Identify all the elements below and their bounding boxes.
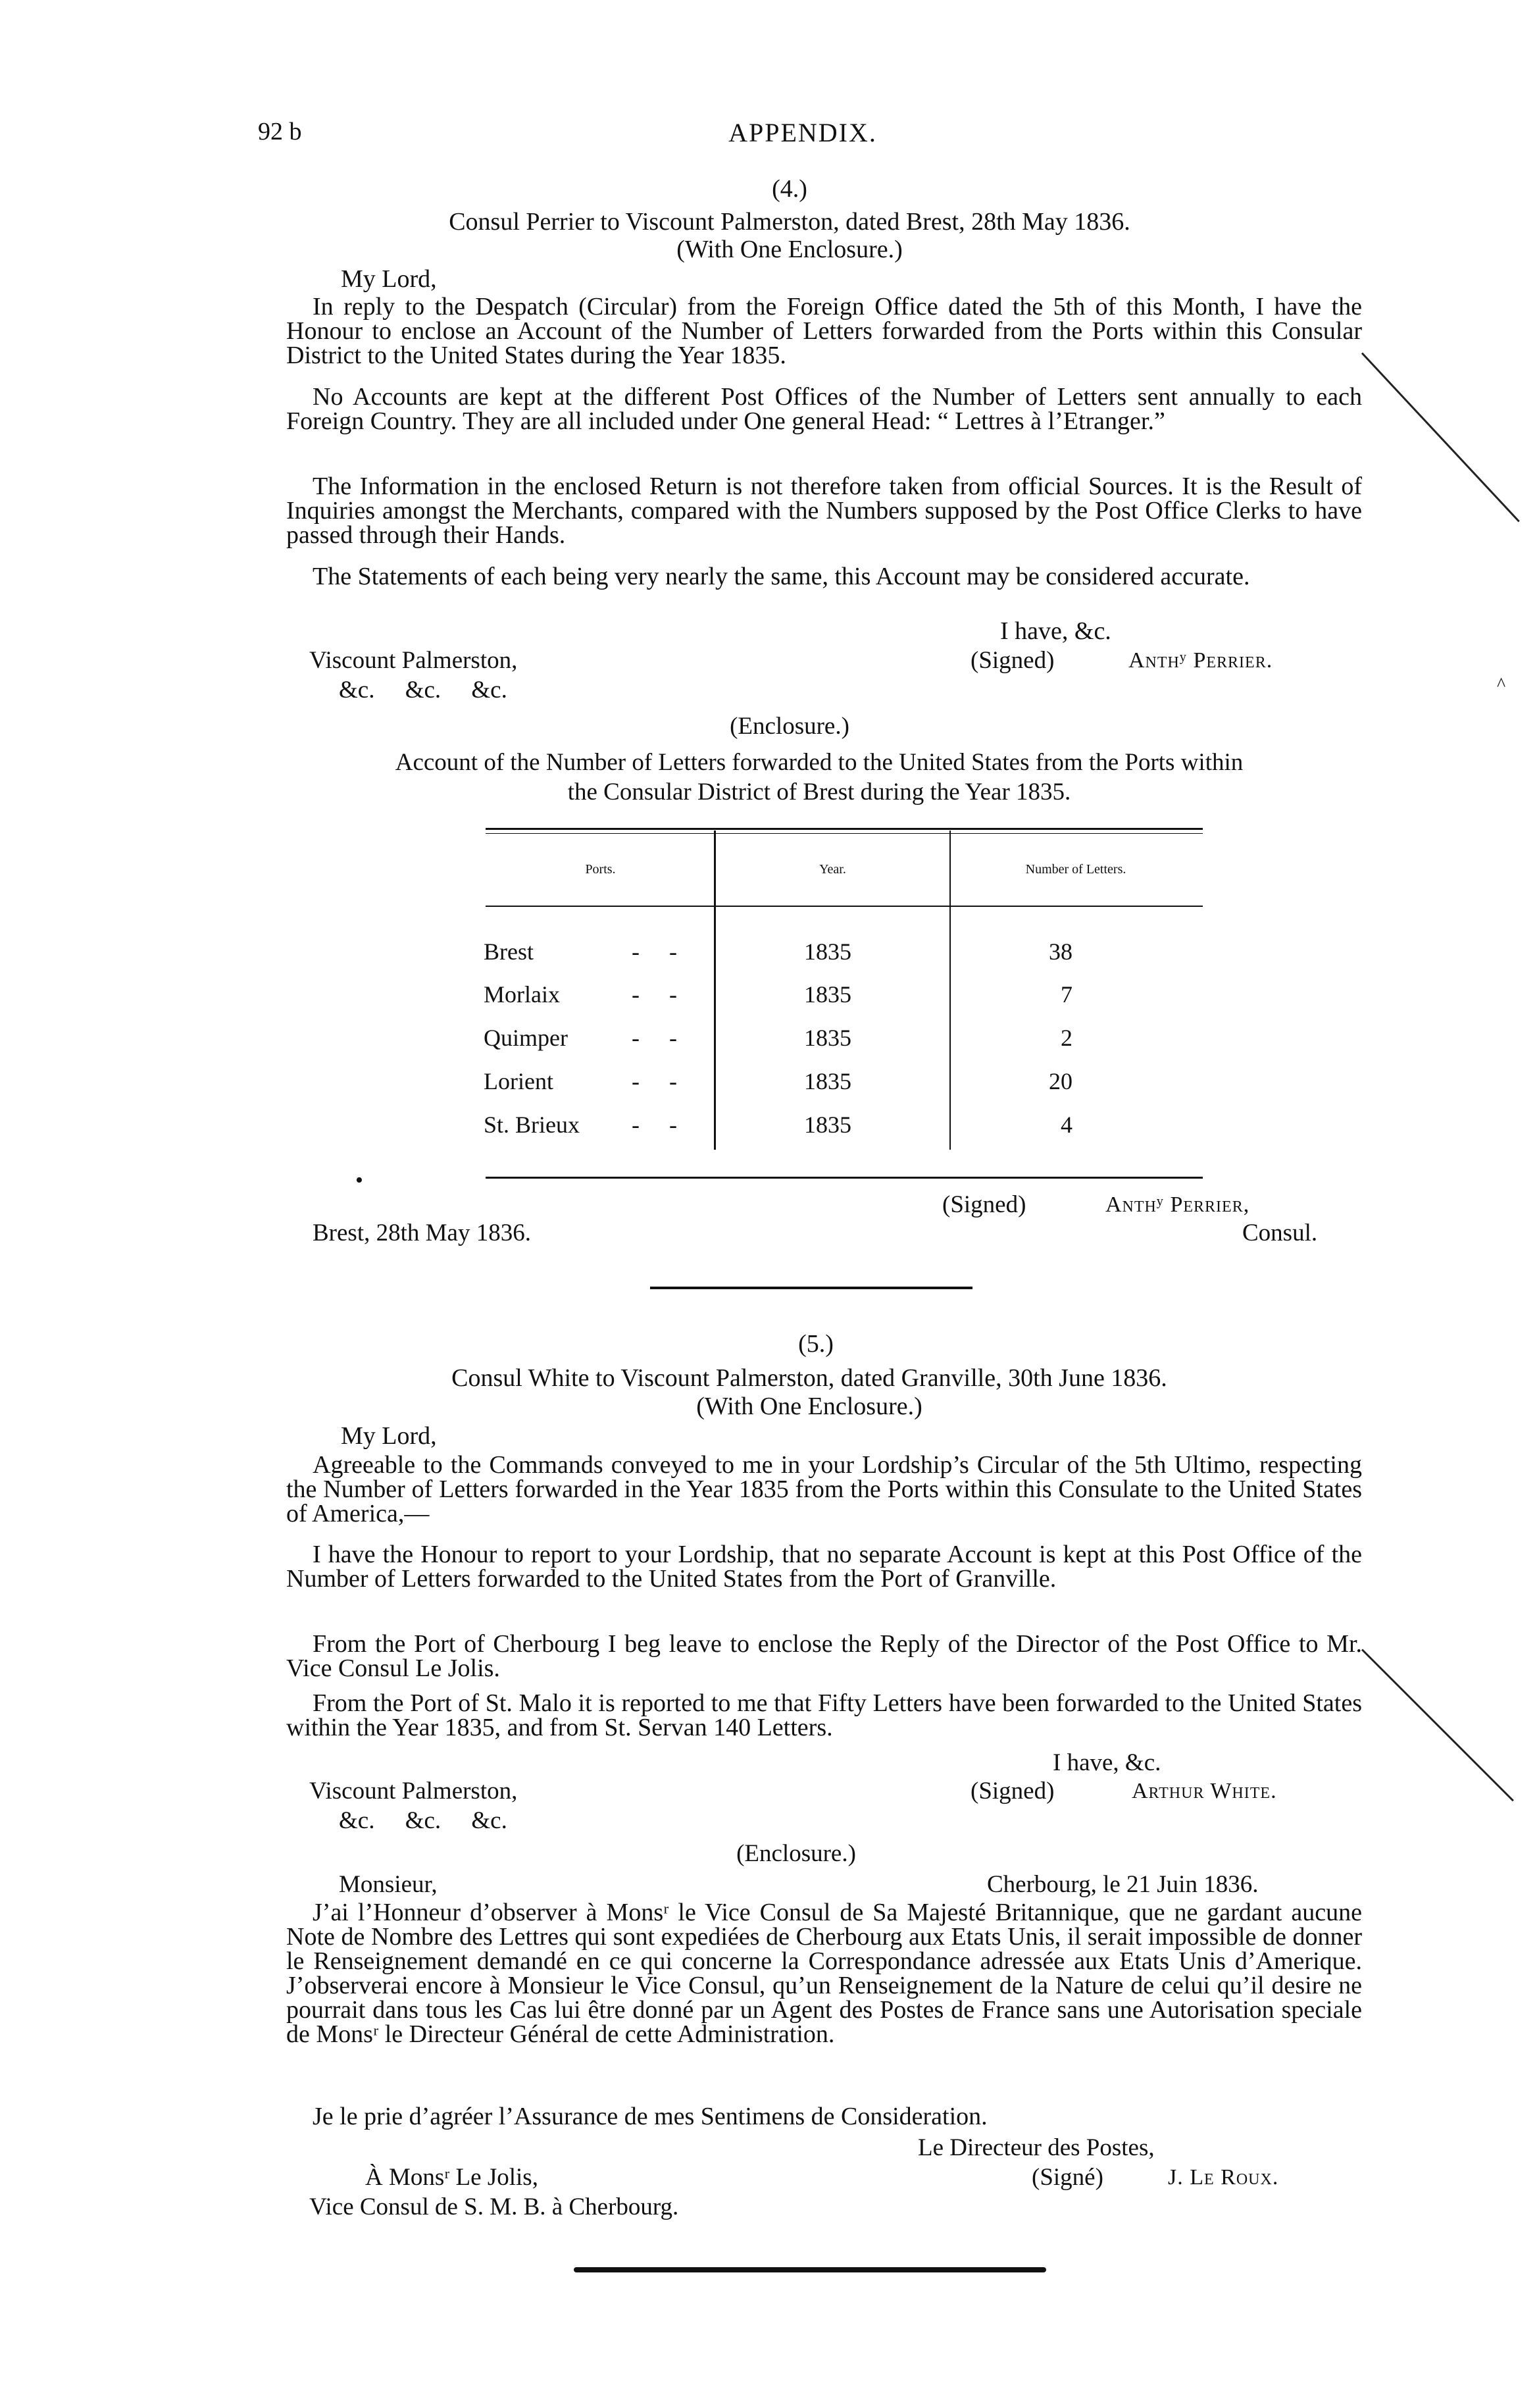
section-4-paragraph-3-text: The Information in the enclosed Return is not therefore taken from official Sources. It is the Result of Inquiries amongst the Merchants, compared with the Numbers supposed by the Post Office Clerks to have passed through their Hands. xyxy=(286,473,1362,549)
section-5-signer: Arthur White. xyxy=(1132,1779,1277,1803)
section-4-signed-label: (Signed) xyxy=(971,647,1055,674)
cell-port: Morlaix xyxy=(484,981,560,1008)
section-4-paragraph-2-text: No Accounts are kept at the different Post Offices of the Number of Letters sent annually to each Foreign Country. They are all included under One general Head: “ Lettres à l’Etranger.” xyxy=(286,383,1362,435)
enclosure-closing-title: Le Directeur des Postes, xyxy=(918,2134,1155,2161)
section-5-title: Consul White to Viscount Palmerston, dated Granville, 30th June 1836. xyxy=(451,1364,1167,1392)
cell-year: 1835 xyxy=(804,1068,851,1094)
cell-year: 1835 xyxy=(804,1025,851,1051)
cell-letters: 7 xyxy=(1061,981,1072,1008)
cell-port: Brest xyxy=(484,938,534,965)
section-4-closing: I have, &c. xyxy=(1000,617,1111,645)
column-header-ports: Ports. xyxy=(585,862,616,877)
section-5-subtitle: (With One Enclosure.) xyxy=(696,1393,922,1420)
section-5-paragraph-1-text: Agreeable to the Commands conveyed to me in your Lordship’s Circular of the 5th Ultimo, respecting the Number of Letters forwarded in the Year 1835 from the Ports within this Consulate to the United States of America,— xyxy=(286,1451,1362,1527)
table-bottom-rule xyxy=(486,1177,1203,1179)
cell-dashes: - - xyxy=(632,1025,677,1051)
enclosure-signe-label: (Signé) xyxy=(1032,2164,1103,2191)
cell-letters: 20 xyxy=(1049,1068,1072,1094)
section-4-paragraph-4-text: The Statements of each being very nearly the same, this Account may be considered accurate. xyxy=(313,563,1250,590)
page-number: 92 b xyxy=(258,118,302,145)
enclosure-paragraph-2 xyxy=(286,2105,1362,2131)
column-header-year: Year. xyxy=(819,862,846,877)
section-4-paragraph-2 xyxy=(286,385,1362,457)
section-5-signed-label: (Signed) xyxy=(971,1778,1055,1805)
section-4-signer: Anthʸ Perrier. xyxy=(1128,648,1273,673)
table-caption-line-1: Account of the Number of Letters forwarded to the United States from the Ports within xyxy=(395,749,1244,776)
enclosure-signer-title: Consul. xyxy=(1242,1219,1318,1246)
section-4-subtitle: (With One Enclosure.) xyxy=(676,236,903,263)
section-5-salutation: My Lord, xyxy=(341,1422,437,1450)
section-5-paragraph-4 xyxy=(286,1691,1362,1741)
cell-year: 1835 xyxy=(804,981,851,1008)
enclosure-addressee-title: Vice Consul de S. M. B. à Cherbourg. xyxy=(309,2193,679,2220)
table-top-rule-inner xyxy=(486,833,1203,834)
section-4-addressee: Viscount Palmerston, xyxy=(309,647,518,674)
cell-dashes: - - xyxy=(632,981,677,1008)
enclosure-place-date: Brest, 28th May 1836. xyxy=(313,1219,531,1246)
cell-year: 1835 xyxy=(804,1112,851,1138)
enclosure-paragraph-1 xyxy=(286,1901,1362,2098)
section-5-paragraph-1 xyxy=(286,1453,1362,1527)
cell-dashes: - - xyxy=(632,1068,677,1094)
table-header-rule xyxy=(486,906,1203,907)
section-5-paragraph-3 xyxy=(286,1632,1362,1681)
section-5-number: (5.) xyxy=(798,1330,834,1358)
enclosure-dateline: Cherbourg, le 21 Juin 1836. xyxy=(987,1871,1259,1898)
cell-letters: 4 xyxy=(1061,1112,1072,1138)
margin-mark-caret: ^ xyxy=(1497,675,1506,695)
cell-port: Lorient xyxy=(484,1068,553,1094)
section-4-addressee-etc: &c. &c. &c. xyxy=(339,677,507,704)
section-5-closing: I have, &c. xyxy=(1053,1749,1161,1776)
enclosure-signed-label: (Signed) xyxy=(942,1191,1026,1218)
section-4-paragraph-1 xyxy=(286,295,1362,387)
margin-mark-line xyxy=(1361,1649,1514,1801)
enclosure-signer: Anthʸ Perrier, xyxy=(1105,1192,1250,1217)
table-divider-2 xyxy=(949,831,951,1150)
table-top-rule xyxy=(486,828,1203,830)
cell-dashes: - - xyxy=(632,938,677,965)
section-4-paragraph-4 xyxy=(286,565,1362,617)
section-4-enclosure-heading: (Enclosure.) xyxy=(730,713,849,740)
page-end-rule xyxy=(574,2267,1046,2272)
section-4-title: Consul Perrier to Viscount Palmerston, dated Brest, 28th May 1836. xyxy=(449,208,1130,236)
cell-letters: 2 xyxy=(1061,1025,1072,1051)
section-5-paragraph-4-text: From the Port of St. Malo it is reported to me that Fifty Letters have been forwarded to the United States within the Year 1835, and from St. Servan 140 Letters. xyxy=(286,1689,1362,1741)
margin-mark-line xyxy=(1361,352,1520,522)
enclosure-addressee: À Monsʳ Le Jolis, xyxy=(365,2164,538,2191)
section-5-paragraph-2-text: I have the Honour to report to your Lordship, that no separate Account is kept at this Post Office of the Number of Letters forwarded to the United States from the Port of Granville. xyxy=(286,1541,1362,1593)
section-5-paragraph-3-text: From the Port of Cherbourg I beg leave to enclose the Reply of the Director of the Post Office to Mr. Vice Consul Le Jolis. xyxy=(286,1630,1362,1682)
section-divider xyxy=(650,1287,972,1289)
running-title: APPENDIX. xyxy=(728,118,877,147)
table-caption-line-2: the Consular District of Brest during the Year 1835. xyxy=(567,779,1071,806)
section-5-addressee-etc: &c. &c. &c. xyxy=(339,1807,507,1834)
section-4-paragraph-3 xyxy=(286,474,1362,547)
section-4-paragraph-1-text: In reply to the Despatch (Circular) from the Foreign Office dated the 5th of this Month, I have the Honour to enclose an Account of the Number of Letters forwarded from the Ports within this Consular District to the United States during the Year 1835. xyxy=(286,293,1362,369)
section-4-salutation: My Lord, xyxy=(341,265,437,293)
table-divider-1 xyxy=(714,831,716,1150)
cell-port: Quimper xyxy=(484,1025,568,1051)
cell-year: 1835 xyxy=(804,938,851,965)
cell-dashes: - - xyxy=(632,1112,677,1138)
section-5-enclosure-heading: (Enclosure.) xyxy=(736,1840,856,1867)
section-4-number: (4.) xyxy=(772,175,807,203)
section-5-paragraph-2 xyxy=(286,1543,1362,1616)
enclosure-director-signer: J. Le Roux. xyxy=(1168,2165,1279,2190)
cell-port: St. Brieux xyxy=(484,1112,580,1138)
enclosure-paragraph-2-text: Je le prie d’agréer l’Assurance de mes Sentimens de Consideration. xyxy=(313,2103,988,2130)
cell-letters: 38 xyxy=(1049,938,1072,965)
column-header-letters: Number of Letters. xyxy=(1025,862,1126,877)
margin-mark-dot: • xyxy=(355,1168,363,1192)
enclosure-salutation: Monsieur, xyxy=(339,1871,438,1898)
section-5-addressee: Viscount Palmerston, xyxy=(309,1778,518,1805)
enclosure-paragraph-1-text: J’ai l’Honneur d’observer à Monsʳ le Vice Consul de Sa Majesté Britannique, que ne gardant aucune Note de Nombre des Lettres qui sont expediées de Cherbourg aux Etats Unis, il serait impossible de donner le Renseignement demandé en ce qui concerne la Correspondance adressée aux Etats Unis d’Amerique. J’observerai encore à Monsieur le Vice Consul, qu’un Renseignement de la Nature de celui qu’il desire ne pourrait dans tous les Cas lui être donné par un Agent des Postes de France sans une Autorisation speciale de Monsʳ le Directeur Général de cette Administration. xyxy=(286,1899,1362,2048)
